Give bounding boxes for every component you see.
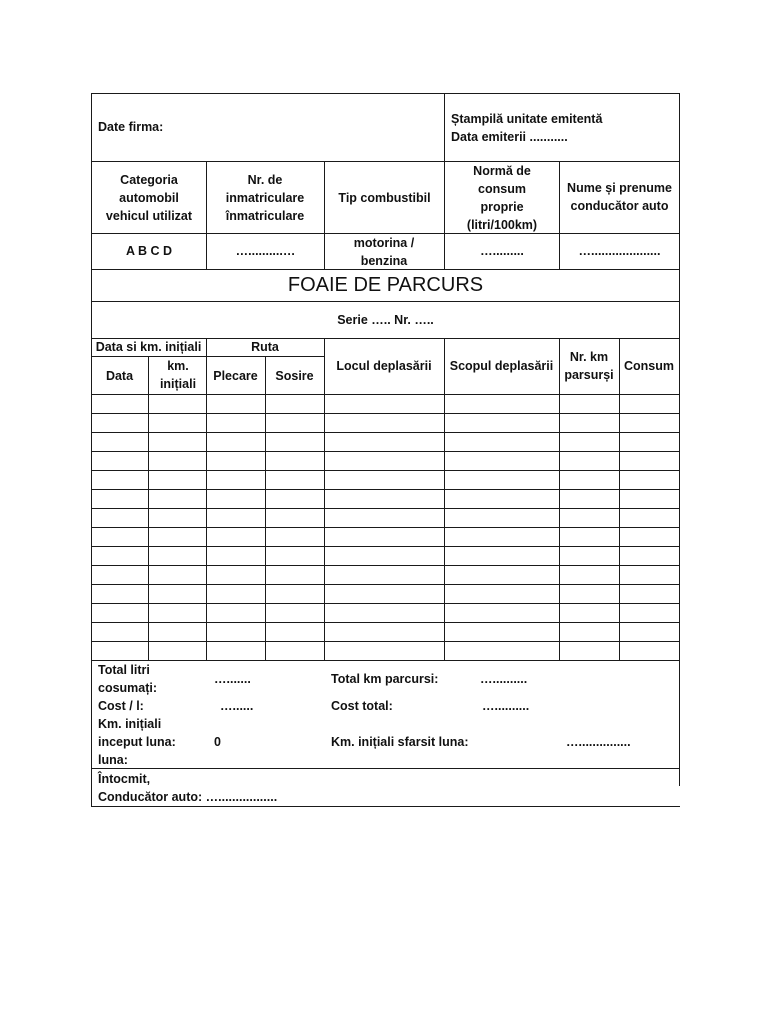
vt-header-driver: Nume și prenume conducător auto [567, 181, 672, 213]
vt-value-driver: ….................... [578, 244, 661, 258]
col-data: Data [105, 369, 134, 383]
log-row-line [91, 432, 680, 433]
total-litri-label: Total litri cosumați: [98, 663, 158, 695]
km-end-value: …............... [566, 735, 631, 749]
log-col-7 [619, 338, 620, 660]
vt-header-fuel: Tip combustibil [338, 191, 431, 205]
stamp-label: Ștampilă unitate emitentă [451, 112, 603, 126]
log-col-2 [206, 338, 207, 660]
km-start-label: Km. inițiali inceput luna: luna: [98, 717, 176, 767]
header-bottom [91, 161, 680, 162]
frame-bottom [91, 806, 680, 807]
issue-date-label: Data emiterii ........... [451, 130, 568, 144]
km-start-value: 0 [214, 735, 221, 749]
col-km-initiali: km. inițiali [159, 359, 197, 391]
log-col-4 [324, 338, 325, 660]
vt-value-fuel: motorina / benzina [353, 236, 415, 268]
prepared-label: Întocmit, [98, 772, 151, 786]
page-title: FOAIE DE PARCURS [287, 274, 484, 296]
log-row-line [91, 660, 680, 661]
cost-l-label: Cost / l: [98, 699, 144, 713]
driver-signature-label: Conducător auto: …................. [98, 790, 278, 804]
log-row-line [91, 641, 680, 642]
serie-line: Serie ….. Nr. ….. [337, 313, 434, 327]
log-row-line [91, 470, 680, 471]
cost-l-value: …...... [220, 699, 254, 713]
col-consum: Consum [624, 359, 674, 373]
log-row-line [91, 622, 680, 623]
log-row-line [91, 451, 680, 452]
frame-right [679, 93, 680, 786]
group-date-km: Data si km. inițiali [95, 340, 202, 354]
log-row-line [91, 508, 680, 509]
log-row-line [91, 546, 680, 547]
km-end-label: Km. inițiali sfarsit luna: [331, 735, 469, 749]
col-plecare: Plecare [213, 369, 258, 383]
total-litri-value: …....... [214, 672, 251, 686]
total-km-label: Total km parcursi: [331, 672, 439, 686]
col-locul: Locul deplasării [336, 359, 432, 373]
vt-col-2 [324, 161, 325, 269]
group-route: Ruta [251, 340, 279, 354]
log-row-line [91, 584, 680, 585]
log-col-5 [444, 338, 445, 660]
vt-value-consumption: …......... [480, 244, 524, 258]
vt-value-category: A B C D [125, 244, 173, 258]
vt-header-category: Categoria automobil vehicul utilizat [105, 173, 193, 223]
group-header-bottom [91, 356, 324, 357]
log-col-6 [559, 338, 560, 660]
log-row-line [91, 527, 680, 528]
log-row-line [91, 565, 680, 566]
cost-total-value: ….......... [482, 699, 530, 713]
company-label: Date firma: [98, 120, 164, 134]
log-row-line [91, 603, 680, 604]
title-bottom [91, 301, 680, 302]
col-nr-km: Nr. km parsurși [564, 350, 614, 382]
frame-top [91, 93, 680, 94]
col-sosire: Sosire [275, 369, 314, 383]
log-row-line [91, 413, 680, 414]
log-row-line [91, 489, 680, 490]
log-header-bottom [91, 394, 680, 395]
frame-left [91, 93, 92, 807]
total-km-value: ….......... [480, 672, 528, 686]
vt-header-consumption: Normă de consum proprie (litri/100km) [466, 164, 538, 232]
cost-total-label: Cost total: [331, 699, 393, 713]
col-scopul: Scopul deplasării [449, 359, 554, 373]
vt-header-plate: Nr. de inmatriculare înmatriculare [225, 173, 305, 223]
vt-value-plate: …..........… [235, 244, 296, 258]
